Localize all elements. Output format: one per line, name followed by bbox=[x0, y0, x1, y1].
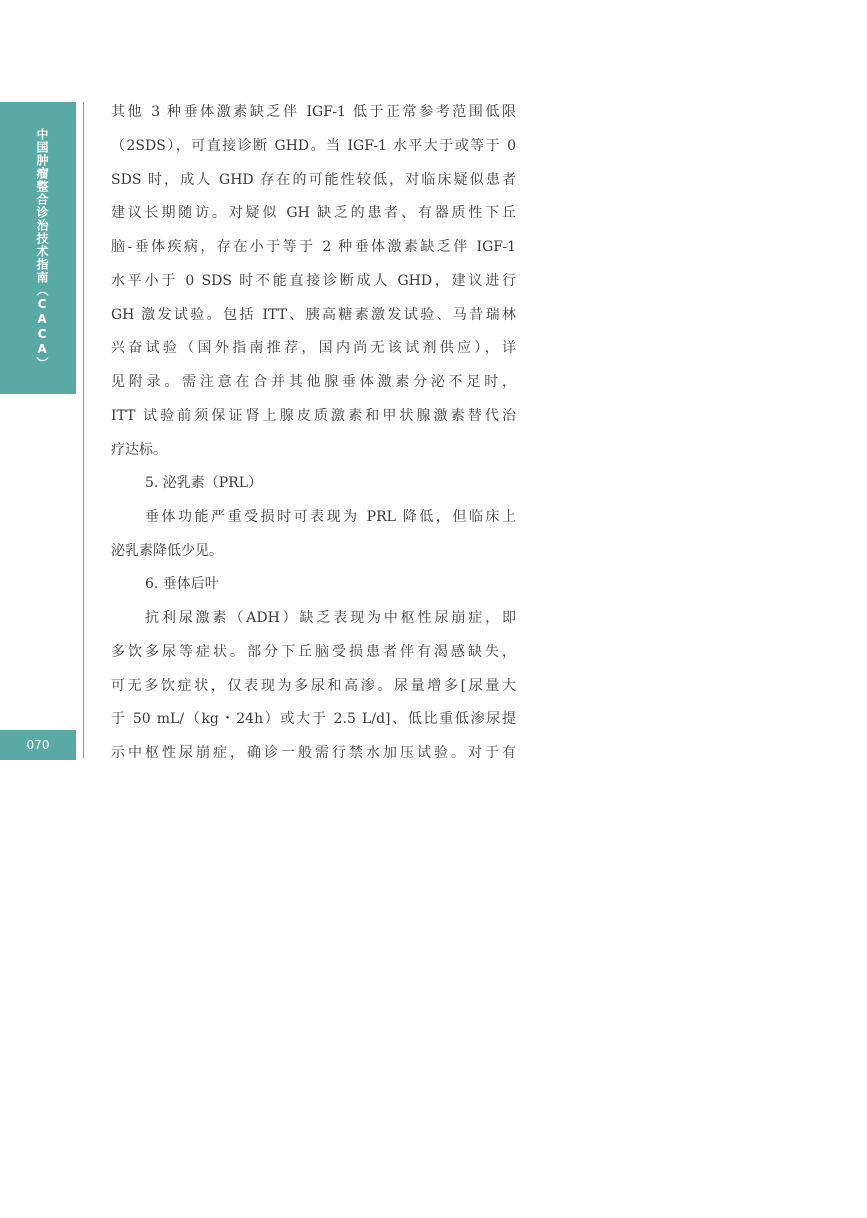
text-line: 兴奋试验（国外指南推荐，国内尚无该试剂供应），详 bbox=[111, 340, 516, 356]
text-line: 疗达标。 bbox=[111, 442, 167, 458]
text-line: 脑-垂体疾病，存在小于等于 2 种垂体激素缺乏伴 IGF-1 bbox=[111, 239, 516, 255]
text-line: 抗利尿激素（ADH）缺乏表现为中枢性尿崩症，即 bbox=[145, 610, 516, 626]
page-number: 070 bbox=[26, 738, 50, 752]
text-line: 建议长期随访。对疑似 GH 缺乏的患者、有器质性下丘 bbox=[111, 205, 516, 221]
text-line: 多饮多尿等症状。部分下丘脑受损患者伴有渴感缺失， bbox=[111, 644, 516, 660]
side-tab-label: 中国肿瘤整合诊治技术指南（CACA） bbox=[35, 128, 49, 370]
text-line: 见附录。需注意在合并其他腺垂体激素分泌不足时， bbox=[111, 374, 516, 390]
section-heading: 6. 垂体后叶 bbox=[145, 576, 219, 592]
text-line: （2SDS），可直接诊断 GHD。当 IGF-1 水平大于或等于 0 bbox=[111, 138, 516, 154]
text-line: 示中枢性尿崩症，确诊一般需行禁水加压试验。对于有 bbox=[111, 745, 516, 761]
text-line: 泌乳素降低少见。 bbox=[111, 543, 223, 559]
section-heading: 5. 泌乳素（PRL） bbox=[145, 475, 263, 491]
vertical-divider bbox=[83, 102, 84, 758]
text-line: SDS 时，成人 GHD 存在的可能性较低，对临床疑似患者 bbox=[111, 172, 516, 188]
text-line: 水平小于 0 SDS 时不能直接诊断成人 GHD，建议进行 bbox=[111, 273, 516, 289]
text-line: GH 激发试验。包括 ITT、胰高糖素激发试验、马昔瑞林 bbox=[111, 307, 516, 323]
text-line: 于 50 mL/（kg・24h）或大于 2.5 L/d]、低比重低渗尿提 bbox=[111, 711, 516, 727]
text-line: 可无多饮症状，仅表现为多尿和高渗。尿量增多[尿量大 bbox=[111, 678, 516, 694]
text-line: 垂体功能严重受损时可表现为 PRL 降低，但临床上 bbox=[145, 509, 516, 525]
text-line: 其他 3 种垂体激素缺乏伴 IGF-1 低于正常参考范围低限 bbox=[111, 104, 516, 120]
text-line: ITT 试验前须保证肾上腺皮质激素和甲状腺激素替代治 bbox=[111, 408, 516, 424]
